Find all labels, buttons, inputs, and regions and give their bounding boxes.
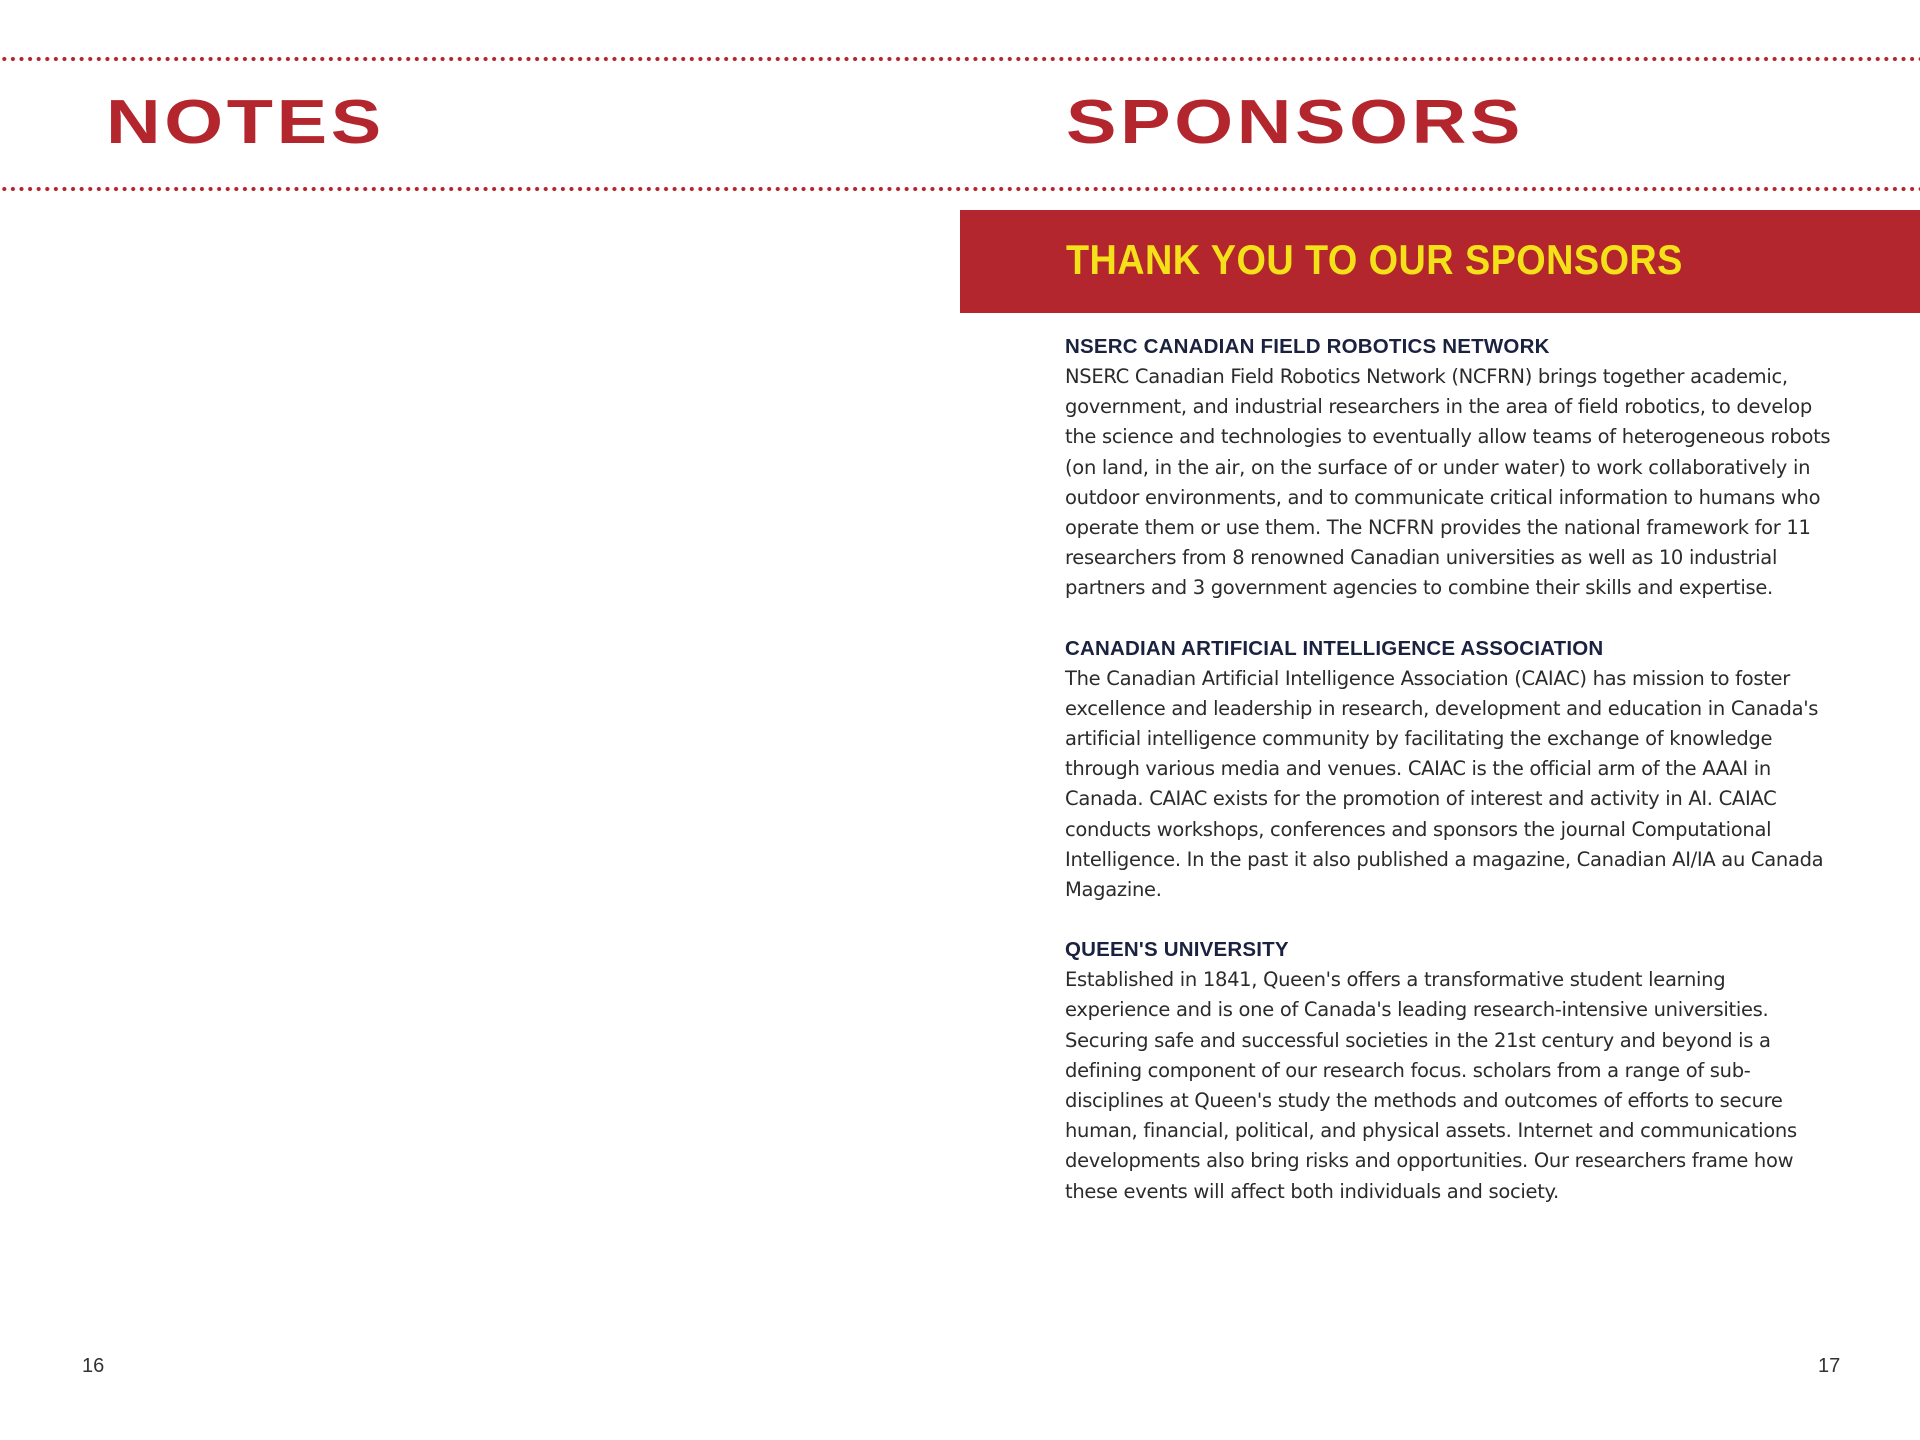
sponsor-description: The Canadian Artificial Intelligence Association (CAIAC) has mission to foster excellence and leadership in research, development and education in Canada's artificial intelligence community by facilitating the exchange of knowledge through various media and venues. CAIAC is the official arm of the AAAI in Canada. CAIAC exists for the promotion of interest and activity in AI. CAIAC conducts workshops, conferences and sponsors the journal Computational Intelligence. In the past it also published a magazine, Canadian AI/IA au Canada Magazine. bbox=[1065, 666, 1824, 902]
thank-you-banner bbox=[960, 210, 1920, 313]
page-number-left: 16 bbox=[82, 1355, 105, 1377]
dotted-rule-top bbox=[0, 56, 1920, 62]
sponsor-caiac bbox=[1065, 634, 1835, 906]
notes-title: NOTES bbox=[106, 88, 385, 157]
sponsor-description: NSERC Canadian Field Robotics Network (NCFRN) brings together academic, government, and industrial researchers in the area of field robotics, to develop the science and technologies to eventually allow teams of heterogeneous robots (on land, in the air, on the surface of or under water) to work collaboratively in outdoor environments, and to communicate critical information to humans who operate them or use them. The NCFRN provides the national framework for 11 researchers from 8 renowned Canadian universities as well as 10 industrial partners and 3 government agencies to combine their skills and expertise. bbox=[1065, 365, 1831, 600]
sponsor-ncfrn bbox=[1065, 332, 1835, 604]
sponsor-list bbox=[1065, 332, 1835, 1237]
sponsor-name: CANADIAN ARTIFICIAL INTELLIGENCE ASSOCIATION bbox=[1065, 636, 1604, 660]
page-number-right: 17 bbox=[1818, 1355, 1841, 1377]
banner-text: THANK YOU TO OUR SPONSORS bbox=[1066, 236, 1683, 283]
sponsor-name: NSERC CANADIAN FIELD ROBOTICS NETWORK bbox=[1065, 335, 1550, 358]
sponsors-title: SPONSORS bbox=[1066, 88, 1525, 157]
dotted-rule-bottom bbox=[0, 186, 1920, 192]
sponsor-queens bbox=[1065, 935, 1835, 1207]
sponsor-description: Established in 1841, Queen's offers a transformative student learning experience and is one of Canada's leading research-intensive universities. Securing safe and successful societies in the 21st century and beyond is a defining component of our research focus. scholars from a range of sub-disciplines at Queen's study the methods and outcomes of efforts to secure human, financial, political, and physical assets. Internet and communications developments also bring risks and opportunities. Our researchers frame how these events will affect both individuals and society. bbox=[1065, 968, 1797, 1203]
sponsor-name: QUEEN'S UNIVERSITY bbox=[1065, 938, 1289, 962]
